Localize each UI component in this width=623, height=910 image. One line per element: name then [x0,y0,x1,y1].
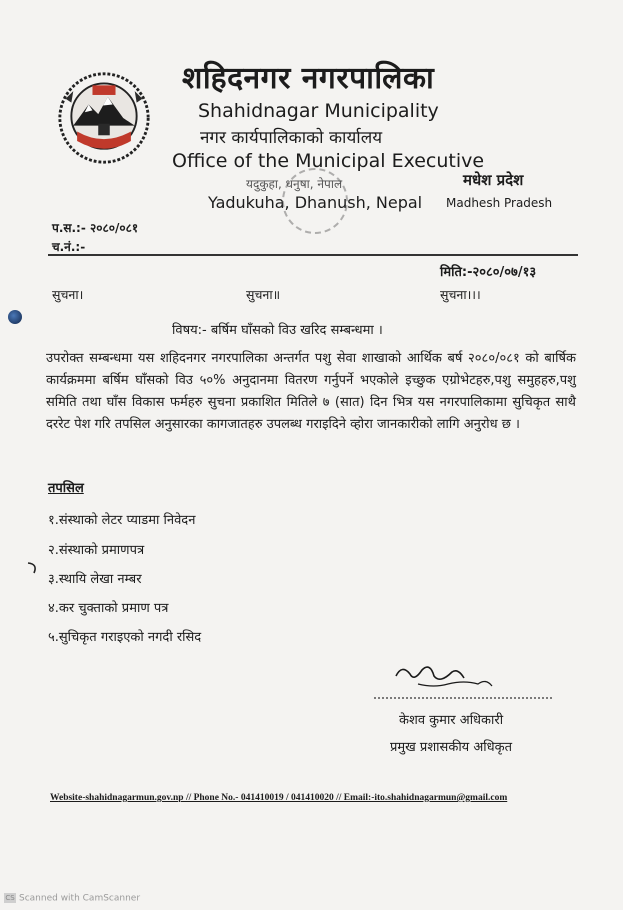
municipality-name-np: शहिदनगर नगरपालिका [182,61,435,96]
list-heading: तपसिल [48,481,84,496]
office-name-np: नगर कार्यपालिकाको कार्यालय [200,128,383,148]
office-name-en: Office of the Municipal Executive [172,150,485,172]
notice-heading-1: सुचना। [52,287,84,302]
pen-mark [26,560,40,576]
notice-heading-2: सुचना॥ [246,287,281,302]
notice-heading-3: सुचना।।। [440,287,481,302]
list-item: ३.स्थायि लेखा नम्बर [48,572,142,587]
list-item: १.संस्थाको लेटर प्याडमा निवेदन [48,513,196,528]
municipality-name-en: Shahidnagar Municipality [198,100,439,122]
dispatch-number: च.नं.:- [52,240,86,254]
punch-hole [8,310,22,324]
signatory-designation: प्रमुख प्रशासकीय अधिकृत [390,740,513,755]
contact-footer: Website-shahidnagarmun.gov.np // Phone No.- 041410019 / 041410020 // Email:-ito.shahidnagarmun@gmail.com [50,793,508,803]
address-np: यदुकुहा, धनुषा, नेपाल [246,177,343,191]
letter-date: मिति:-२०८०/०७/१३ [440,265,537,280]
subject-line: विषय:- बर्षिम घाँसको विउ खरिद सम्बन्धमा । [172,323,383,338]
list-item: ५.सुचिकृत गराइएको नगदी रसिद [48,630,202,645]
reference-number: प.स.:- २०८०/०८१ [52,221,139,235]
handwritten-signature [374,660,554,704]
list-item: ४.कर चुक्ताको प्रमाण पत्र [48,601,169,616]
signatory-name: केशव कुमार अधिकारी [399,713,504,728]
letter-body: उपरोक्त सम्बन्धमा यस शहिदनगर नगरपालिका अन्तर्गत पशु सेवा शाखाको आर्थिक बर्ष २०८०/०८१ को बार्षिक कार्यक्रममा बर्षिम घाँसको विउ ५०% अनुदानमा वितरण गर्नुपर्ने भएकोले इच्छुक एग्रोभेटहरु,पशु समुहहरु,पशु समिति तथा घाँस विकास फर्महरु सुचना प्रकाशित मितिले ७ (सात) दिन भित्र यस नगरपालिकामा सुचिकृत साथै दररेट पेश गरि तपसिल अनुसारका कागजातहरु उपलब्ध गराइदिने व्होरा जानकारीको लागि अनुरोध छ । [46,351,576,432]
scanner-watermark: CS Scanned with CamScanner [5,893,141,904]
nepal-emblem-icon [56,70,152,166]
province-en: Madhesh Pradesh [446,196,553,210]
list-item: २.संस्थाको प्रमाणपत्र [48,543,145,558]
camscanner-icon: CS [5,894,15,902]
province-np: मधेश प्रदेश [463,171,524,189]
address-en: Yadukuha, Dhanush, Nepal [208,193,423,212]
header-divider [48,254,578,256]
